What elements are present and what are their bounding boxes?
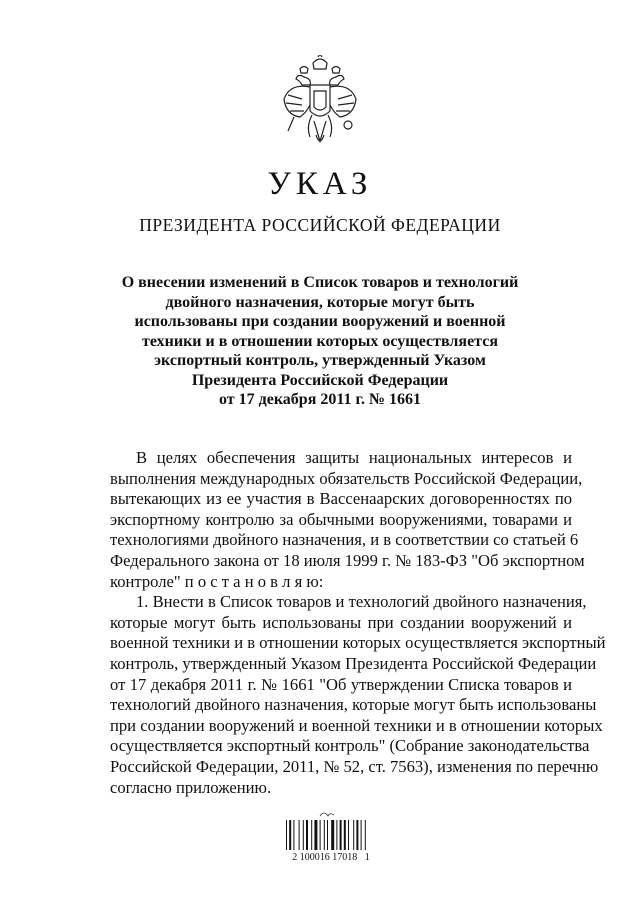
body-line: 1. Внести в Список товаров и технологий двойного назначения, (136, 592, 587, 612)
barcode-bar (306, 820, 308, 850)
barcode-bar (286, 820, 287, 850)
heading-line: двойного назначения, которые могут быть (165, 293, 475, 311)
body-line: от 17 декабря 2011 г. № 1661 "Об утверждении Списка товаров и (110, 674, 572, 694)
barcode-number: 2 100016 17018 1 (292, 852, 370, 863)
body-line: контроль, утвержденный Указом Президента Российской Федерации (110, 653, 597, 673)
body-line: технологий двойного назначения, которые могут быть использованы (110, 695, 597, 715)
barcode-bar (356, 820, 358, 850)
body-line: военной техники и в отношении которых осуществляется экспортный (110, 633, 606, 653)
barcode-bar (324, 820, 325, 850)
document-title: УКАЗ (267, 166, 373, 202)
body-line: экспортному контролю за обычными вооружениями, товарами и (110, 509, 572, 529)
heading-line: от 17 декабря 2011 г. № 1661 (218, 391, 422, 408)
body-line: выполнения международных обязательств Российской Федерации, (110, 468, 583, 488)
barcode-bar (327, 820, 328, 850)
body-line: вытекающих из ее участия в Вассенаарских договоренностях по (110, 489, 572, 509)
barcode-bar (336, 820, 337, 850)
barcode-bar (348, 820, 349, 850)
barcode-bar (344, 820, 346, 850)
barcode-bar (320, 820, 321, 850)
heading-line: Президента Российской Федерации (191, 371, 449, 389)
heading-line: техники и в отношении которых осуществляется (142, 332, 498, 350)
decree-body (110, 448, 606, 798)
body-line: согласно приложению. (110, 777, 272, 797)
body-line: В целях обеспечения защиты национальных интересов и (136, 448, 572, 467)
body-line: технологиями двойного назначения, и в соответствии со статьей 6 (110, 530, 579, 550)
barcode-bar (365, 820, 366, 850)
decree-heading (90, 273, 550, 410)
coat-of-arms-icon (280, 55, 360, 151)
barcode-bar (289, 820, 291, 850)
barcode-bar (331, 820, 334, 850)
body-line: осуществляется экспортный контроль" (Собрание законодательства (110, 736, 590, 756)
body-line: при создании вооружений и военной техники и в отношении которых (110, 715, 603, 735)
barcode-bar (314, 820, 317, 850)
barcode-bar (299, 820, 300, 850)
barcode-bar (361, 820, 362, 850)
barcode-bar (293, 820, 294, 850)
document-subtitle: ПРЕЗИДЕНТА РОССИЙСКОЙ ФЕДЕРАЦИИ (139, 215, 501, 235)
heading-line: О внесении изменений в Список товаров и технологий (121, 274, 519, 291)
barcode-bar (311, 820, 312, 850)
barcode-bar (340, 820, 342, 850)
body-line: Федерального закона от 18 июля 1999 г. № 183-ФЗ "Об экспортном (110, 550, 585, 570)
handwritten-mark (320, 813, 334, 816)
barcode-bar (303, 820, 304, 850)
body-line: Российской Федерации, 2011, № 52, ст. 7563), изменения по перечню (110, 756, 599, 776)
barcode-image (284, 808, 374, 852)
heading-line: экспортный контроль, утвержденный Указом (154, 352, 486, 369)
heading-line: использованы при создании вооружений и военной (134, 313, 506, 330)
body-line: контроле" п о с т а н о в л я ю: (110, 571, 324, 591)
body-line: которые могут быть использованы при создании вооружений и (110, 612, 572, 632)
barcode-bar (353, 820, 354, 850)
